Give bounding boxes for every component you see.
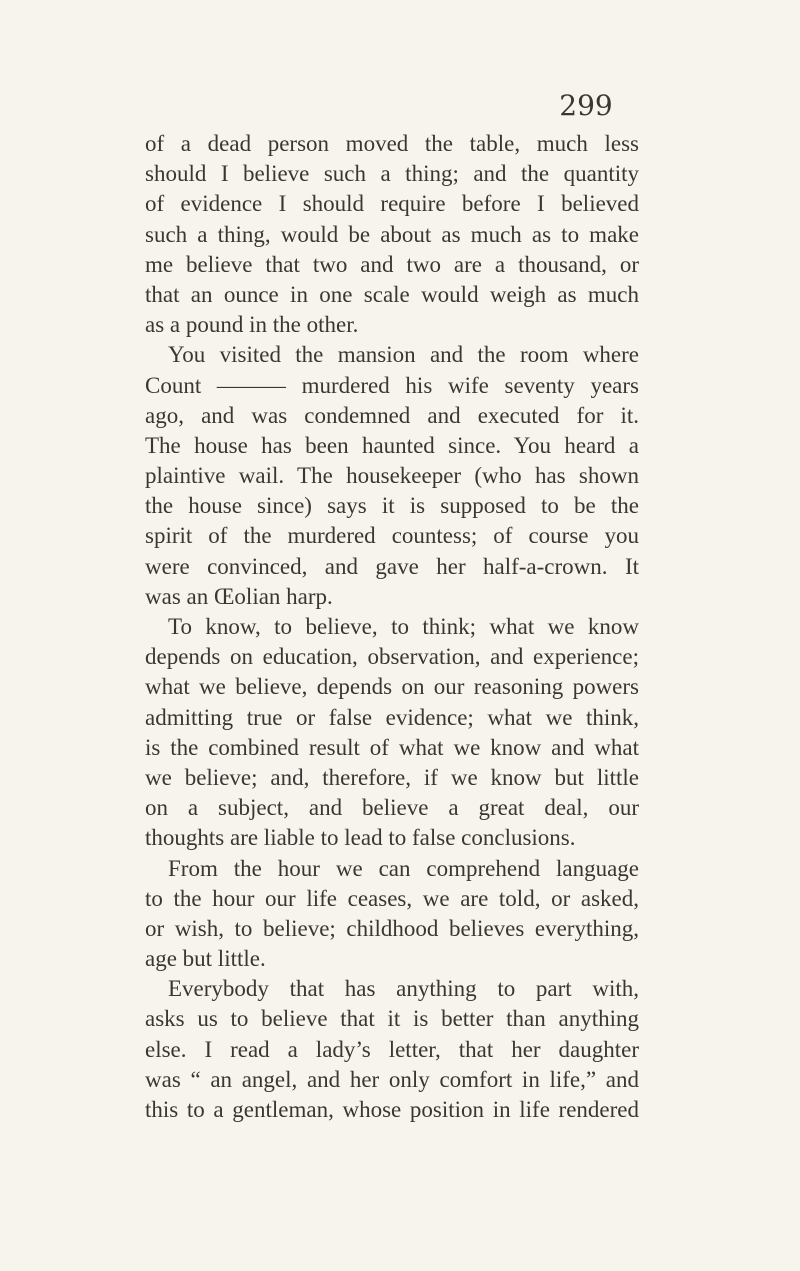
text-line: me believe that two and two are a thousand, or <box>145 251 639 277</box>
text-line: asks us to believe that it is better than anything <box>145 1006 639 1032</box>
text-line: You visited the mansion and the room where <box>168 342 639 368</box>
text-line: should I believe such a thing; and the quantity <box>145 161 639 187</box>
text-line: this to a gentleman, whose position in life rendered <box>145 1097 639 1122</box>
text-line: Count ——— murdered his wife seventy years <box>145 372 639 398</box>
text-line: ago, and was condemned and executed for it. <box>145 402 639 428</box>
text-line: spirit of the murdered countess; of course you <box>145 523 639 549</box>
text-line: of evidence I should require before I believed <box>145 191 639 217</box>
text-line: The house has been haunted since. You heard a <box>145 432 639 458</box>
text-line: that an ounce in one scale would weigh as much <box>145 281 639 307</box>
text-line: we believe; and, therefore, if we know but little <box>145 764 639 790</box>
text-line: is the combined result of what we know and what <box>145 734 639 760</box>
text-line: of a dead person moved the table, much less <box>145 131 639 156</box>
text-line: age but little. <box>145 946 266 972</box>
text-line: as a pound in the other. <box>145 312 359 338</box>
text-line: or wish, to believe; childhood believes everything, <box>145 915 639 941</box>
text-line: were convinced, and gave her half-a-crown. It <box>145 553 639 579</box>
text-line: what we believe, depends on our reasoning powers <box>145 674 639 700</box>
text-line: thoughts are liable to lead to false conclusions. <box>145 825 576 851</box>
text-line: Everybody that has anything to part with, <box>168 976 639 1002</box>
text-line: To know, to believe, to think; what we know <box>168 614 639 639</box>
text-line: the house since) says it is supposed to be the <box>145 493 639 519</box>
body-text <box>145 129 639 1125</box>
text-line: such a thing, would be about as much as to make <box>145 221 639 247</box>
text-line: was “ an angel, and her only comfort in life,” and <box>145 1066 639 1092</box>
text-line: was an Œolian harp. <box>145 583 333 609</box>
text-line: From the hour we can comprehend language <box>168 855 639 881</box>
text-line: else. I read a lady’s letter, that her daughter <box>145 1036 639 1062</box>
text-line: to the hour our life ceases, we are told, or asked, <box>145 885 639 911</box>
page-number: 299 <box>559 89 613 122</box>
text-line: admitting true or false evidence; what we think, <box>145 704 639 730</box>
text-line: depends on education, observation, and experience; <box>145 644 639 670</box>
text-line: on a subject, and believe a great deal, our <box>145 795 639 821</box>
text-line: plaintive wail. The housekeeper (who has shown <box>145 463 639 489</box>
